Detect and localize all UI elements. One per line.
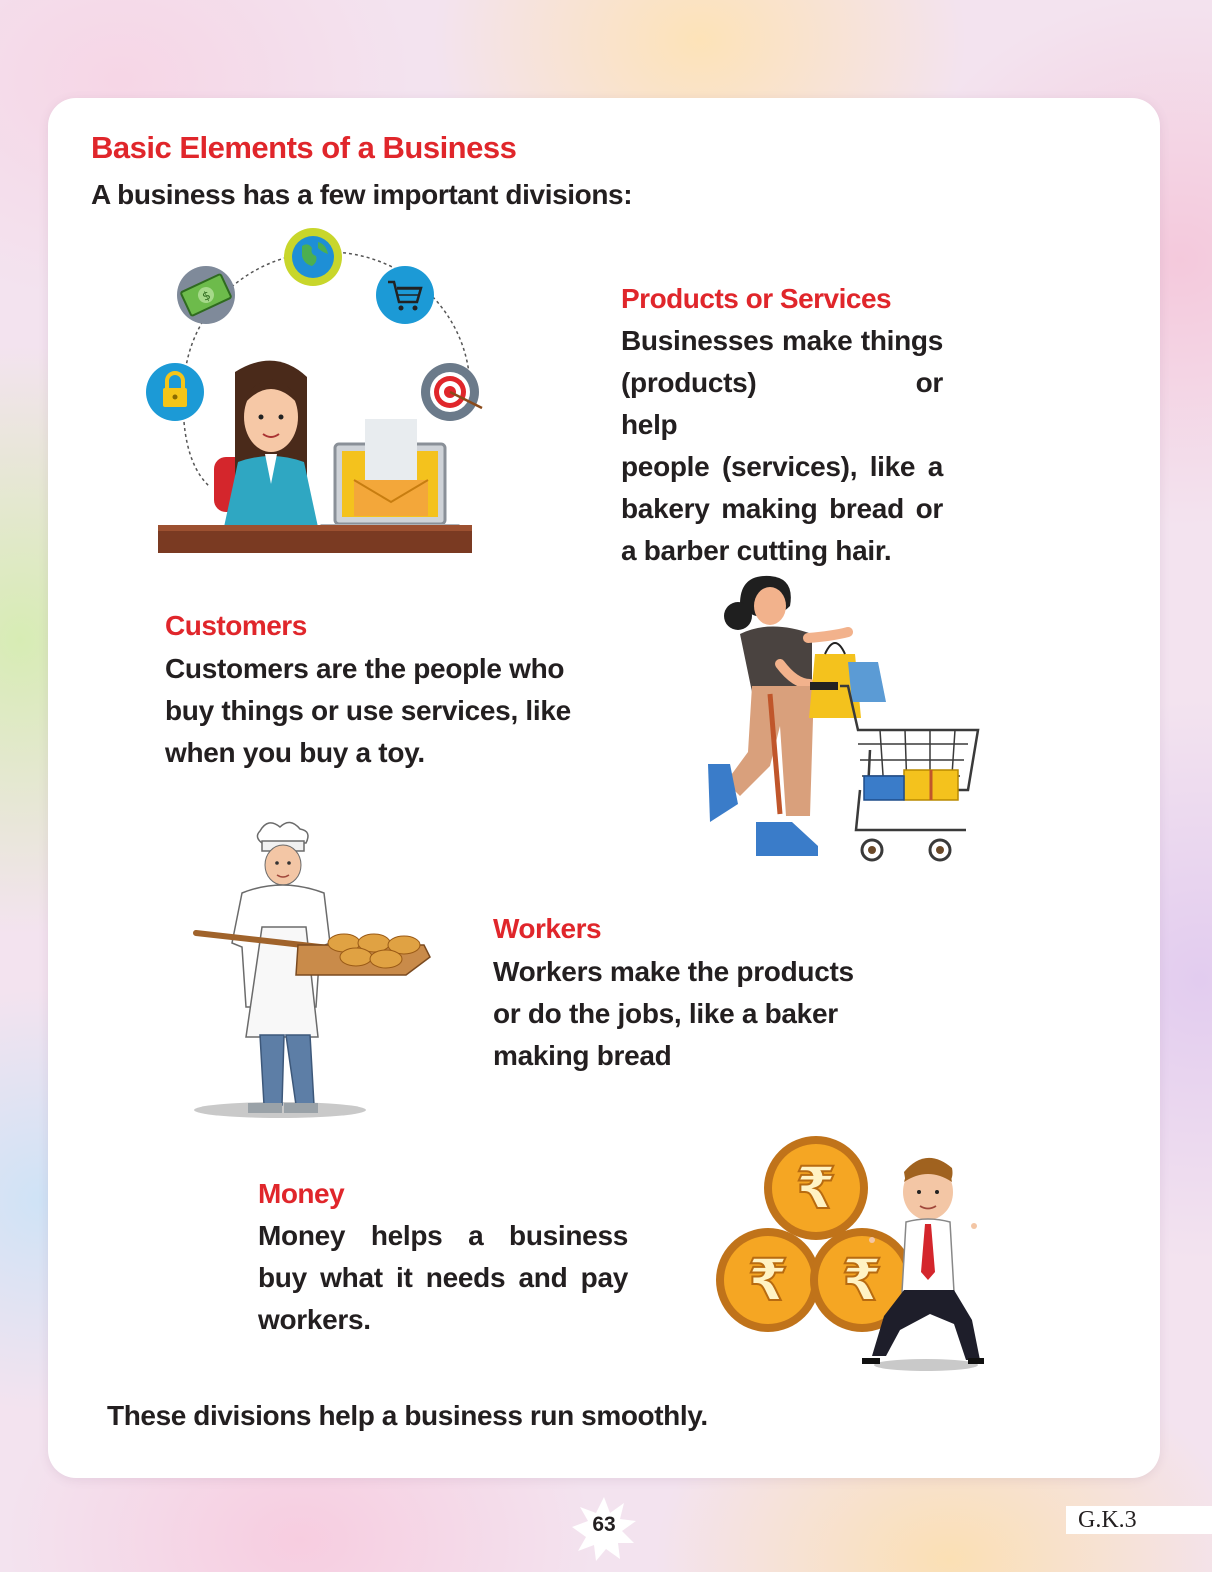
text-line: or do the jobs, like a baker bbox=[493, 998, 838, 1029]
text-line: Businesses make things bbox=[621, 325, 943, 356]
rupee-coin-icon bbox=[716, 1228, 820, 1332]
section-heading-customers: Customers bbox=[165, 610, 307, 641]
page-number: 63 bbox=[592, 1513, 616, 1536]
text-line: Customers are the people who bbox=[165, 653, 565, 684]
section-heading-money: Money bbox=[258, 1178, 345, 1209]
globe-icon bbox=[284, 228, 342, 286]
svg-text:$: $ bbox=[200, 287, 213, 304]
text-line: a barber cutting hair. bbox=[621, 535, 892, 566]
money-illustration bbox=[716, 1136, 984, 1376]
page-title: Basic Elements of a Business bbox=[91, 130, 517, 165]
text-line: workers. bbox=[258, 1304, 371, 1335]
section-heading-workers: Workers bbox=[493, 913, 602, 944]
baker-illustration bbox=[188, 817, 434, 1123]
business-woman-illustration bbox=[140, 222, 490, 558]
rupee-coin-icon bbox=[764, 1136, 868, 1240]
section-text-workers bbox=[493, 951, 913, 1077]
svg-text:₹: ₹ bbox=[747, 1246, 789, 1314]
text-line: when you buy a toy. bbox=[165, 737, 425, 768]
closing-text: These divisions help a business run smoothly. bbox=[107, 1400, 708, 1431]
text-line: buy what it needs and pay bbox=[258, 1262, 628, 1293]
svg-text:₹: ₹ bbox=[795, 1154, 837, 1222]
section-text-products bbox=[621, 320, 943, 572]
money-icon bbox=[177, 266, 235, 324]
section-heading-products: Products or Services bbox=[621, 283, 892, 314]
section-text-customers bbox=[165, 648, 605, 774]
book-label: G.K.3 bbox=[1078, 1507, 1137, 1533]
target-icon bbox=[421, 363, 482, 421]
text-line: (products) or help bbox=[621, 367, 943, 440]
text-line: Money helps a business bbox=[258, 1220, 628, 1251]
lock-icon bbox=[146, 363, 204, 421]
text-line: buy things or use services, like bbox=[165, 695, 571, 726]
section-text-money bbox=[258, 1215, 628, 1341]
text-line: bakery making bread or bbox=[621, 493, 943, 524]
shopper-illustration bbox=[700, 574, 985, 866]
shopping-cart-icon bbox=[376, 266, 434, 324]
text-line: making bread bbox=[493, 1040, 672, 1071]
intro-text: A business has a few important divisions: bbox=[91, 179, 633, 210]
svg-text:₹: ₹ bbox=[841, 1246, 883, 1314]
text-line: people (services), like a bbox=[621, 451, 943, 482]
text-line: Workers make the products bbox=[493, 956, 854, 987]
